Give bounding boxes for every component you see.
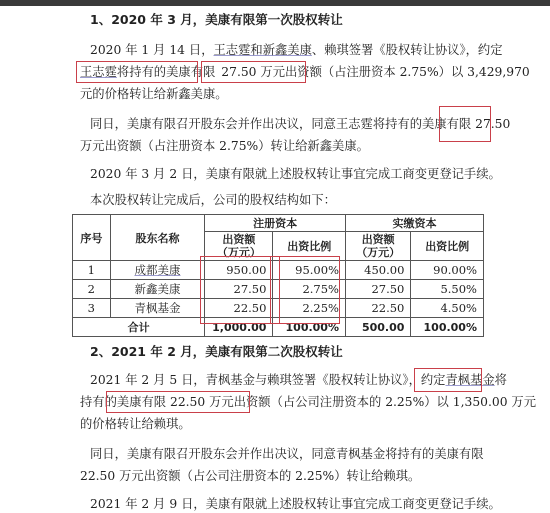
paragraph-6-line-2: 22.50 万元出资额（占公司注册资本的 2.25%）转让给赖琪。 bbox=[80, 469, 421, 483]
text: 同日，美康有限召开股东会并作出决议，同意王志霆将持有的美康有限 bbox=[90, 117, 476, 131]
cell-total-label: 合计 bbox=[73, 318, 205, 337]
cell-reg-ratio: 95.00% bbox=[273, 261, 346, 280]
paragraph-5-line-1 bbox=[90, 372, 507, 388]
cell-reg-ratio: 2.75% bbox=[273, 280, 346, 299]
highlighted-amount: 美康有限 22.50 万元出资额 bbox=[116, 395, 271, 409]
text: 2020 年 1 月 14 日， bbox=[90, 43, 214, 57]
header-name: 股东名称 bbox=[110, 215, 205, 261]
table-total-row bbox=[73, 318, 484, 337]
shareholding-table bbox=[72, 214, 484, 337]
document-page bbox=[0, 6, 550, 513]
paragraph-6-line-1: 同日，美康有限召开股东会并作出决议，同意青枫基金将持有的美康有限 bbox=[90, 447, 484, 461]
cell-reg-amount: 27.50 bbox=[205, 280, 273, 299]
table-row bbox=[73, 280, 484, 299]
text: 2021 年 2 月 5 日，青枫基金与赖琪签署《股权转让协议》，约定 bbox=[90, 373, 446, 387]
highlighted-amount: 27.50 万元出资额 bbox=[221, 65, 322, 79]
text: 持有的 bbox=[80, 395, 117, 409]
underlined-text: 王志霆和新鑫美康 bbox=[213, 43, 312, 57]
header-amount: 出资额 （万元） bbox=[346, 232, 411, 261]
header-paid-capital: 实缴资本 bbox=[346, 215, 484, 232]
paragraph-5-line-2 bbox=[80, 394, 536, 410]
underlined-text: 王志霆 bbox=[80, 65, 117, 79]
paragraph-1-line-2 bbox=[80, 64, 530, 80]
cell-total-paid-ratio: 100.00% bbox=[411, 318, 484, 337]
header-no: 序号 bbox=[73, 215, 111, 261]
text: 将持有的美康有限 bbox=[116, 65, 216, 79]
highlighted-name: 青枫基金 bbox=[445, 373, 495, 387]
text: 将 bbox=[494, 373, 507, 387]
section-2-heading: 2、2021 年 2 月，美康有限第二次股权转让 bbox=[90, 344, 343, 359]
cell-reg-ratio: 2.25% bbox=[273, 299, 346, 318]
section-1-heading: 1、2020 年 3 月，美康有限第一次股权转让 bbox=[90, 12, 343, 27]
paragraph-3: 2020 年 3 月 2 日，美康有限就上述股权转让事宜完成工商变更登记手续。 bbox=[90, 167, 501, 181]
cell-no: 2 bbox=[73, 280, 111, 299]
paragraph-5-line-3: 的价格转让给赖琪。 bbox=[80, 417, 191, 431]
cell-paid-ratio: 90.00% bbox=[411, 261, 484, 280]
table-row bbox=[73, 299, 484, 318]
cell-paid-amount: 22.50 bbox=[346, 299, 411, 318]
cell-paid-amount: 450.00 bbox=[346, 261, 411, 280]
paragraph-1-line-1 bbox=[90, 42, 503, 58]
cell-total-reg-ratio: 100.00% bbox=[273, 318, 346, 337]
header-ratio: 出资比例 bbox=[273, 232, 346, 261]
text: （占注册资本 2.75%）以 3,429,970 bbox=[321, 65, 530, 79]
cell-total-paid-amount: 500.00 bbox=[346, 318, 411, 337]
cell-name: 青枫基金 bbox=[110, 299, 205, 318]
header-ratio: 出资比例 bbox=[411, 232, 484, 261]
header-amount: 出资额 （万元） bbox=[205, 232, 273, 261]
cell-name bbox=[110, 261, 205, 280]
cell-paid-ratio: 4.50% bbox=[411, 299, 484, 318]
header-registered-capital: 注册资本 bbox=[205, 215, 346, 232]
paragraph-4: 本次股权转让完成后，公司的股权结构如下： bbox=[90, 193, 336, 207]
paragraph-7: 2021 年 2 月 9 日，美康有限就上述股权转让事宜完成工商变更登记手续。 bbox=[90, 497, 501, 511]
highlighted-amount: 27.50 bbox=[475, 117, 511, 131]
cell-reg-amount: 22.50 bbox=[205, 299, 273, 318]
cell-total-reg-amount: 1,000.00 bbox=[205, 318, 273, 337]
paragraph-1-line-3: 元的价格转让给新鑫美康。 bbox=[80, 87, 228, 101]
cell-paid-amount: 27.50 bbox=[346, 280, 411, 299]
cell-name: 新鑫美康 bbox=[110, 280, 205, 299]
text: （占公司注册资本的 2.25%）以 1,350.00 万元 bbox=[270, 395, 537, 409]
paragraph-2-line-2: 万元出资额（占注册资本 2.75%）转让给新鑫美康。 bbox=[80, 139, 369, 153]
cell-reg-amount: 950.00 bbox=[205, 261, 273, 280]
cell-paid-ratio: 5.50% bbox=[411, 280, 484, 299]
shareholder-name: 成都美康 bbox=[134, 263, 181, 277]
cell-no: 1 bbox=[73, 261, 111, 280]
cell-no: 3 bbox=[73, 299, 111, 318]
text: 、赖琪签署《股权转让协议》，约定 bbox=[311, 43, 503, 57]
paragraph-2-line-1 bbox=[90, 116, 510, 132]
table-row bbox=[73, 261, 484, 280]
